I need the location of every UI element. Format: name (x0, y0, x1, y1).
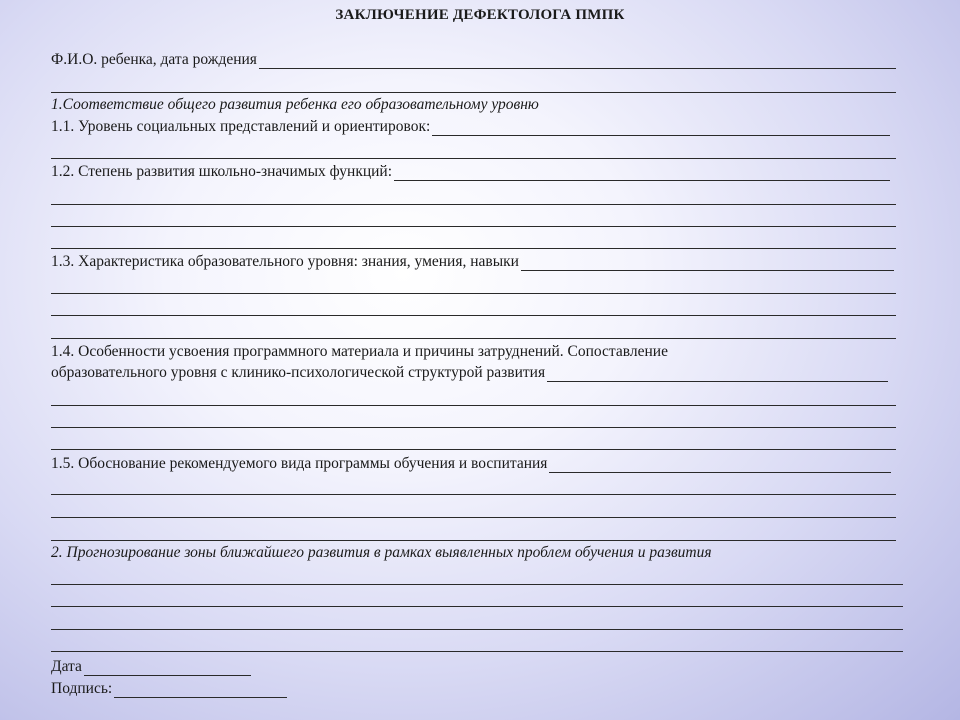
item-1-3-blank-line-2[interactable] (51, 315, 896, 316)
item-1-3-row (51, 253, 894, 271)
item-1-5-row (51, 455, 891, 473)
item-1-4-blank-line-1[interactable] (51, 405, 896, 406)
section-2-blank-line-1[interactable] (51, 584, 903, 585)
item-1-3-blank-line-1[interactable] (51, 293, 896, 294)
item-1-1-row (51, 118, 890, 136)
signature-field[interactable] (114, 683, 287, 698)
item-1-1-field[interactable] (432, 121, 890, 136)
item-1-5-blank-line-1[interactable] (51, 494, 896, 495)
section-2-heading: 2. Прогнозирование зоны ближайшего развития в рамках выявленных проблем обучения и развития (51, 544, 712, 561)
section-2-blank-line-3[interactable] (51, 629, 903, 630)
date-field[interactable] (84, 661, 251, 676)
signature-label: Подпись: (51, 680, 113, 697)
item-1-1-blank-line[interactable] (51, 158, 896, 159)
section-2-blank-line-2[interactable] (51, 606, 903, 607)
date-row (51, 658, 251, 676)
section-2-blank-line-4[interactable] (51, 651, 903, 652)
item-1-4-field[interactable] (547, 367, 888, 382)
item-1-2-blank-line-3[interactable] (51, 248, 896, 249)
item-1-2-blank-line-1[interactable] (51, 204, 896, 205)
item-1-4-label-line-2: образовательного уровня с клинико-психологической структурой развития (51, 364, 546, 381)
fio-field[interactable] (259, 54, 896, 69)
item-1-2-blank-line-2[interactable] (51, 226, 896, 227)
signature-row (51, 680, 287, 698)
item-1-3-field[interactable] (521, 256, 894, 271)
fio-row (51, 51, 896, 69)
item-1-5-label: 1.5. Обоснование рекомендуемого вида программы обучения и воспитания (51, 455, 548, 472)
item-1-4-label-line-1: 1.4. Особенности усвоения программного материала и причины затруднений. Сопоставление (51, 343, 668, 360)
item-1-5-blank-line-3[interactable] (51, 540, 896, 541)
item-1-5-blank-line-2[interactable] (51, 517, 896, 518)
section-1-heading: 1.Соответствие общего развития ребенка его образовательному уровню (51, 96, 539, 113)
item-1-4-blank-line-2[interactable] (51, 427, 896, 428)
form-title: ЗАКЛЮЧЕНИЕ ДЕФЕКТОЛОГА ПМПК (335, 7, 625, 23)
item-1-4-row (51, 364, 888, 382)
date-label: Дата (51, 658, 82, 675)
fio-label: Ф.И.О. ребенка, дата рождения (51, 51, 257, 68)
item-1-5-field[interactable] (549, 458, 891, 473)
item-1-2-row (51, 163, 890, 181)
item-1-1-label: 1.1. Уровень социальных представлений и ориентировок: (51, 118, 431, 135)
item-1-3-blank-line-3[interactable] (51, 338, 896, 339)
fio-blank-line[interactable] (51, 92, 896, 93)
item-1-3-label: 1.3. Характеристика образовательного уровня: знания, умения, навыки (51, 253, 519, 270)
item-1-2-field[interactable] (394, 166, 890, 181)
item-1-2-label: 1.2. Степень развития школьно-значимых функций: (51, 163, 393, 180)
item-1-4-blank-line-3[interactable] (51, 449, 896, 450)
